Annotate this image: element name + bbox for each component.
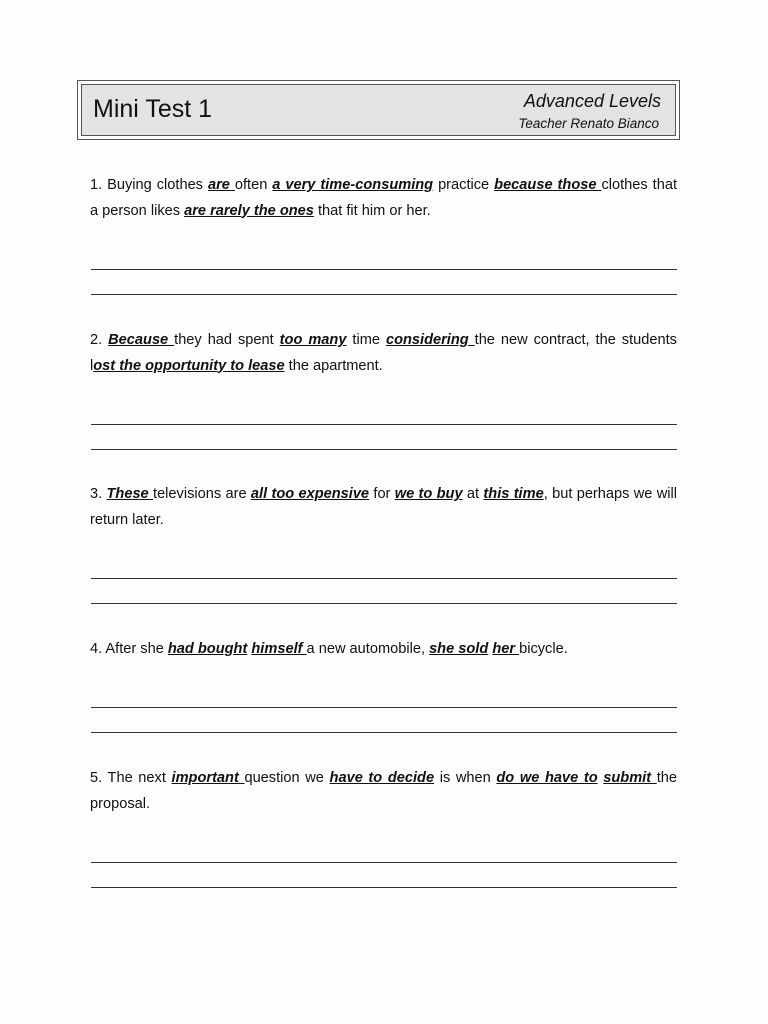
answer-line[interactable] bbox=[91, 887, 677, 888]
question-text: the proposal. bbox=[90, 770, 678, 812]
underlined-phrase: considering bbox=[385, 332, 475, 348]
question-text: bicycle. bbox=[519, 641, 568, 657]
answer-line[interactable] bbox=[91, 862, 677, 863]
header-inner bbox=[81, 84, 676, 136]
answer-line[interactable] bbox=[91, 269, 677, 270]
answer-line[interactable] bbox=[91, 449, 677, 450]
question-text: clothes that a person likes bbox=[90, 177, 677, 219]
question-text: time bbox=[346, 332, 386, 348]
question-text: 4. After she bbox=[90, 641, 168, 657]
question-text: question we bbox=[244, 770, 330, 786]
question-5 bbox=[90, 766, 677, 817]
underlined-phrase: all too expensive bbox=[250, 486, 370, 502]
underlined-phrase: because those bbox=[494, 177, 602, 193]
underlined-phrase: important bbox=[171, 770, 245, 786]
question-text: 3. bbox=[90, 486, 107, 502]
underlined-phrase: are bbox=[207, 177, 235, 193]
answer-line[interactable] bbox=[91, 603, 677, 604]
answer-line[interactable] bbox=[91, 707, 677, 708]
teacher-name: Teacher Renato Bianco bbox=[518, 116, 659, 131]
question-text: for bbox=[369, 486, 395, 502]
underlined-phrase: submit bbox=[603, 770, 657, 786]
underlined-phrase: we to buy bbox=[394, 486, 463, 502]
question-4 bbox=[90, 637, 677, 663]
answer-line[interactable] bbox=[91, 732, 677, 733]
underlined-phrase: this time bbox=[483, 486, 544, 502]
underlined-phrase: had bought bbox=[167, 641, 248, 657]
question-3 bbox=[90, 482, 677, 533]
question-text: 2. bbox=[90, 332, 109, 348]
underlined-phrase: do we have to bbox=[496, 770, 598, 786]
underlined-phrase: she sold bbox=[429, 641, 489, 657]
question-text: a new automobile, bbox=[306, 641, 430, 657]
level-label: Advanced Levels bbox=[523, 91, 661, 111]
question-text: is when bbox=[434, 770, 497, 786]
question-text: practice bbox=[433, 177, 495, 193]
question-text: the new contract, the students l bbox=[90, 332, 677, 374]
question-text: they had spent bbox=[174, 332, 280, 348]
question-1 bbox=[90, 173, 677, 224]
underlined-phrase: Because bbox=[108, 332, 175, 348]
underlined-phrase: ost the opportunity to lease bbox=[93, 357, 285, 374]
underlined-phrase: are rarely the ones bbox=[184, 202, 314, 219]
underlined-phrase: her bbox=[492, 641, 520, 657]
question-text: often bbox=[234, 177, 273, 193]
question-text: , but perhaps we will return later. bbox=[90, 486, 678, 528]
test-title: Mini Test 1 bbox=[93, 95, 213, 123]
underlined-phrase: too many bbox=[279, 332, 347, 348]
answer-line[interactable] bbox=[91, 294, 677, 295]
underlined-phrase: These bbox=[106, 486, 154, 502]
answer-line[interactable] bbox=[91, 578, 677, 579]
question-text: 5. The next bbox=[90, 770, 172, 786]
underlined-phrase: a very time-consuming bbox=[272, 177, 434, 193]
question-text: 1. Buying clothes bbox=[90, 177, 208, 193]
question-text: the apartment. bbox=[284, 357, 383, 374]
question-text: that fit him or her. bbox=[313, 202, 431, 219]
underlined-phrase: himself bbox=[251, 641, 307, 657]
header-box bbox=[77, 80, 680, 140]
question-2 bbox=[90, 328, 677, 379]
underlined-phrase: have to decide bbox=[329, 770, 435, 786]
question-text: at bbox=[462, 486, 484, 502]
answer-line[interactable] bbox=[91, 424, 677, 425]
question-text: televisions are bbox=[153, 486, 251, 502]
